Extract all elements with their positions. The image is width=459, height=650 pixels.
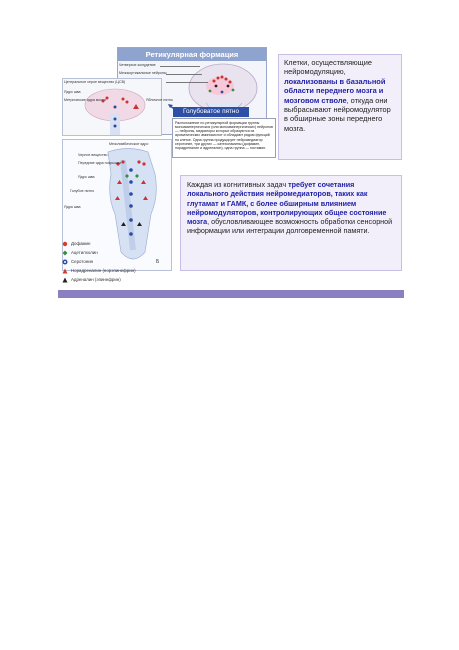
leader-line <box>166 74 202 75</box>
main-label-5: Голубое пятно <box>70 189 95 193</box>
highlight-label: Голубоватое пятно <box>173 107 249 117</box>
accent-bar <box>58 290 404 298</box>
main-label-2: Черное вещество <box>78 153 108 157</box>
triangle-icon <box>62 268 68 274</box>
small-right-label: Яблочное пятно <box>146 98 173 102</box>
legend-item <box>62 276 121 283</box>
dot-icon <box>62 241 68 247</box>
legend-label: Адреналин (эпинефрин) <box>71 277 121 282</box>
main-label-6: Ядра шва <box>64 205 81 209</box>
main-label-3: Передние ядра покрышки <box>78 161 122 165</box>
box1-text-end: , откуда они выбрасывают нейромодулятор в обширные зоны переднего мозга. <box>284 95 391 133</box>
panel-letter: Б <box>156 259 160 265</box>
small-label-2: Ядро шва <box>64 90 81 94</box>
legend-item <box>62 258 93 265</box>
main-label-1: Мезолимбическое ядро <box>109 142 149 146</box>
top-label-1: Четверхое жолудение <box>119 63 156 67</box>
main-label-4: Ядро шва <box>78 175 95 179</box>
figure-title: Ретикулярная формация <box>118 48 266 61</box>
legend-item <box>62 249 98 256</box>
legend-label: Ацетилхолин <box>71 250 98 255</box>
leader-line <box>166 82 208 83</box>
midbrain-illustration <box>63 79 163 137</box>
cognitive-tasks-text-box <box>180 175 402 271</box>
box1-text: Клетки, осуществляющие нейромодуляцию, <box>284 58 372 77</box>
flower-icon <box>62 259 68 265</box>
legend-item <box>62 267 136 274</box>
box2-text-end: , обусловливающее возможность обработки сенсорной информации или интеграции долговременной памяти. <box>187 217 393 236</box>
leader-line <box>160 66 200 67</box>
legend-label: Серотонин <box>71 259 94 264</box>
neuromodulation-text-box <box>278 54 402 160</box>
figure-caption: Расположение по ретикулярной формации группы моноаминергических (или моноаминергических) нейронов — нейроны, медиаторы которых образуются из ароматических аминокислот и обладают рядом функций по клетке. Одна группа продуцирует нейромедиатор серотонин, три других — катехоламины (дофамин, норадреналин и адреналин), одна группа — гистамин. <box>172 118 276 158</box>
box2-highlight: требует сочетания локального действия нейромедиаторов, таких как глутамат и ГАМК, с более обширным влиянием нейромодуляторов, контролирующих общее состояние мозга <box>187 180 387 227</box>
legend-item <box>62 240 90 247</box>
legend-label: Дофамин <box>71 241 91 246</box>
legend-label: Норадреналин (норэпинефрин) <box>71 268 136 273</box>
box2-text: Каждая из когнитивных задач <box>187 180 289 189</box>
box1-highlight: локализованы в базальной области переднего мозга и мозговом стволе <box>284 76 386 105</box>
diamond-icon <box>62 250 68 256</box>
triangle-icon <box>62 277 68 283</box>
small-label-3: Метрические ядра моста <box>64 98 106 102</box>
midbrain-figure <box>62 78 162 136</box>
small-label-1: Центральное серое вещество (ЦСВ) <box>64 80 126 84</box>
top-label-2: Мезокортикальные нейроны <box>119 71 167 75</box>
